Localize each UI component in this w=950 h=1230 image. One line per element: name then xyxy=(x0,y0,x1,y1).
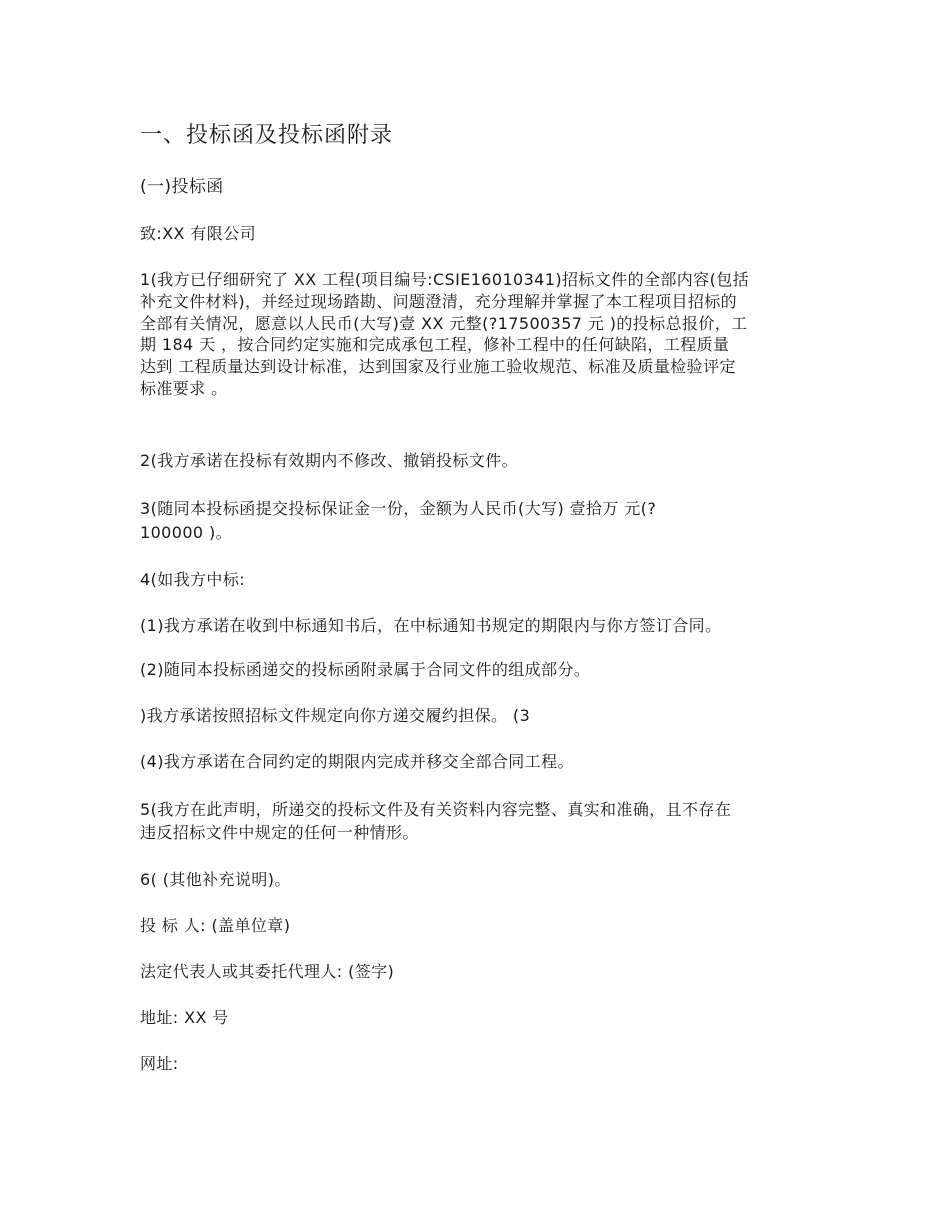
recipient-line: 致:XX 有限公司 xyxy=(140,224,256,243)
document-title: 一、投标函及投标函附录 xyxy=(140,123,394,148)
list-item-2: (2)随同本投标函递交的投标函附录属于合同文件的组成部分。 xyxy=(140,660,591,679)
paragraph-5 xyxy=(140,798,820,844)
paragraph-1-line: 标准要求 。 xyxy=(140,378,228,398)
list-item-3: )我方承诺按照招标文件规定向你方递交履约担保。 (3 xyxy=(140,706,531,725)
website-line: 网址: xyxy=(140,1054,179,1073)
list-item-1: (1)我方承诺在收到中标通知书后，在中标通知书规定的期限内与你方签订合同。 xyxy=(140,616,722,635)
paragraph-6: 6( (其他补充说明)。 xyxy=(140,870,291,889)
paragraph-4: 4(如我方中标: xyxy=(140,570,246,589)
paragraph-1-line: 达到 工程质量达到设计标准，达到国家及行业施工验收规范、标准及质量检验评定 xyxy=(140,357,736,377)
paragraph-1-line: 1(我方已仔细研究了 XX 工程(项目编号:CSIE16010341)招标文件的全部内容(包括 xyxy=(140,270,750,289)
list-item-4: (4)我方承诺在合同约定的期限内完成并移交全部合同工程。 xyxy=(140,752,574,771)
address-line: 地址: XX 号 xyxy=(140,1008,229,1027)
paragraph-2: 2(我方承诺在投标有效期内不修改、撤销投标文件。 xyxy=(140,451,519,470)
paragraph-5-line: 5(我方在此声明，所递交的投标文件及有关资料内容完整、真实和准确，且不存在 xyxy=(140,800,732,819)
bidder-line: 投 标 人: (盖单位章) xyxy=(140,916,291,935)
paragraph-3-line: 100000 )。 xyxy=(140,523,233,542)
paragraph-1-line: 期 184 天 ，按合同约定实施和完成承包工程，修补工程中的任何缺陷，工程质量 xyxy=(140,335,730,355)
paragraph-1-line: 补充文件材料)，并经过现场踏勘、问题澄清，充分理解并掌握了本工程项目招标的 xyxy=(140,291,738,311)
representative-line: 法定代表人或其委托代理人: (签字) xyxy=(140,962,395,981)
paragraph-5-line: 违反招标文件中规定的任何一种情形。 xyxy=(140,823,419,842)
paragraph-3-line: 3(随同本投标函提交投标保证金一份，金额为人民币(大写) 壹拾万 元(? xyxy=(140,499,657,518)
paragraph-1 xyxy=(140,269,820,400)
section-subtitle: (一)投标函 xyxy=(140,177,224,197)
paragraph-3 xyxy=(140,496,820,544)
paragraph-1-line: 全部有关情况，愿意以人民币(大写)壹 XX 元整(?17500357 元 )的投标总报价，工 xyxy=(140,313,748,333)
